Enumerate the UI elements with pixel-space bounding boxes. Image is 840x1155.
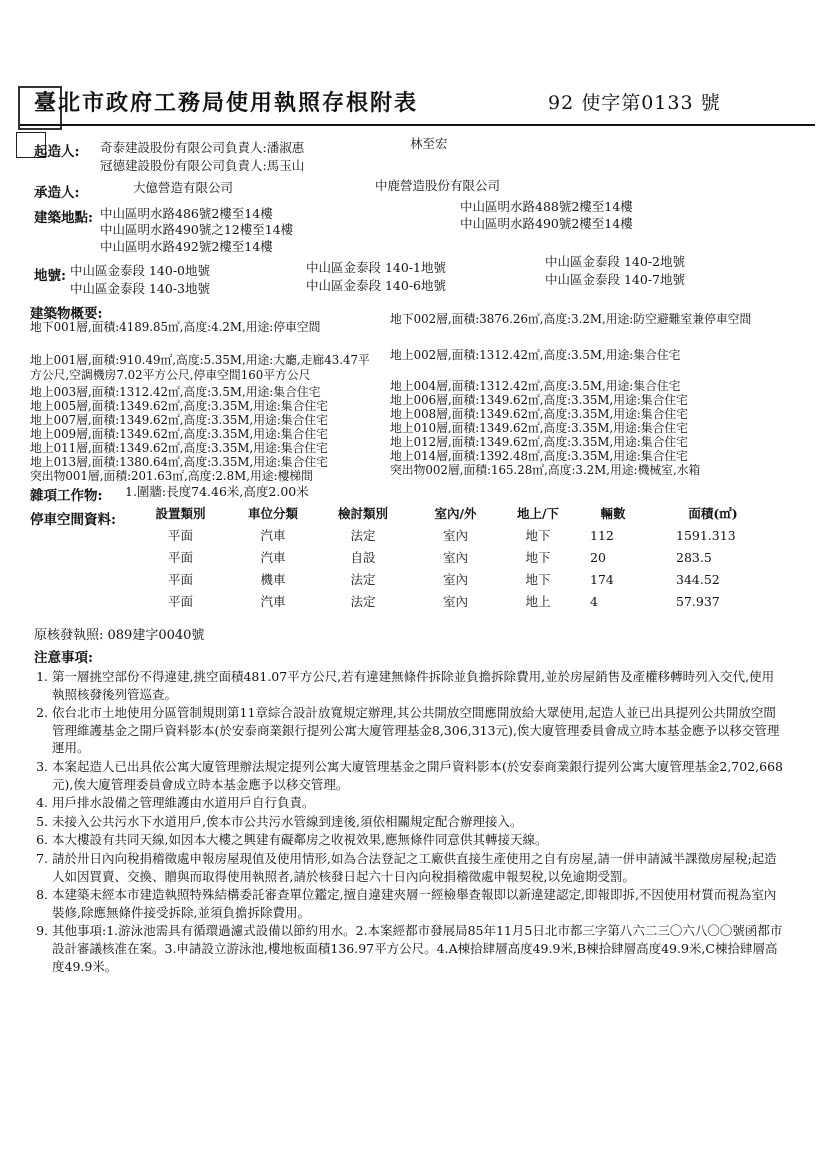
contractor-left: 大億營造有限公司 bbox=[133, 180, 234, 195]
floor-right: 地上012層,面積:1349.62㎡,高度:3.35M,用途:集合住宅 bbox=[390, 435, 688, 449]
site-address: 中山區明水路488號2樓至14樓 bbox=[460, 199, 633, 214]
table-cell: 平面 bbox=[167, 572, 193, 587]
table-cell: 室內 bbox=[442, 572, 468, 587]
table-cell: 地上 bbox=[525, 594, 551, 609]
land-number: 中山區金泰段 140-2地號 bbox=[545, 254, 686, 269]
parking-table bbox=[128, 502, 778, 612]
floor-right: 地上014層,面積:1392.48㎡,高度:3.35M,用途:集合住宅 bbox=[390, 449, 688, 463]
table-row bbox=[128, 568, 778, 590]
misc-label: 雜項工作物: bbox=[30, 488, 103, 504]
parking-header: 設置類別 bbox=[155, 506, 206, 521]
parking-header: 檢討類別 bbox=[337, 506, 388, 521]
table-cell: 57.937 bbox=[676, 593, 720, 609]
note-item: 8. 本建築未經本市建造執照特殊結構委託審查單位鑑定,擅自違建夾層一經檢舉查報即以新違建認定,即報即拆,不因使用材質而視為室內裝修,除應無條件接受拆除,並須負擔拆除費用。 bbox=[52, 886, 785, 921]
parking-header: 輛數 bbox=[600, 506, 626, 521]
note-item: 7. 請於卅日內向稅捐稽徵處申報房屋現值及使用情形,如為合法登記之工廠供直接生產使用之自有房屋,請一併申請減半課徵房屋稅;起造人如因買賣、交換、贈與而取得使用執照者,請於核發日起六十日內向稅捐稽徵處申報契稅,以免逾期受罰。 bbox=[52, 850, 785, 885]
land-number: 中山區金泰段 140-1地號 bbox=[306, 260, 447, 275]
builder-line: 奇泰建設股份有限公司負責人:潘淑惠 bbox=[100, 140, 305, 155]
table-cell: 自設 bbox=[350, 550, 376, 565]
floor-g1: 方公尺,空調機房7.02平方公尺,停車空間160平方公尺 bbox=[30, 368, 311, 382]
floor-left: 地上003層,面積:1312.42㎡,高度:3.5M,用途:集合住宅 bbox=[30, 385, 321, 399]
parking-header: 面積(㎡) bbox=[688, 506, 738, 521]
floor-left: 地上013層,面積:1380.64㎡,高度:3.35M,用途:集合住宅 bbox=[30, 455, 328, 469]
table-cell: 汽車 bbox=[260, 594, 286, 609]
parking-header: 車位分類 bbox=[247, 506, 298, 521]
land-label: 地號: bbox=[34, 268, 66, 284]
floor-b2: 地下002層,面積:3876.26㎡,高度:3.2M,用途:防空避難室兼停車空間 bbox=[390, 312, 752, 326]
builder-line: 冠德建設股份有限公司負責人:馬玉山 bbox=[100, 158, 305, 173]
table-cell: 法定 bbox=[350, 528, 376, 543]
table-cell: 汽車 bbox=[260, 528, 286, 543]
parking-header: 室內/外 bbox=[434, 506, 477, 521]
table-cell: 平面 bbox=[167, 550, 193, 565]
note-item: 6. 本大樓設有共同天線,如因本大樓之興建有礙鄰房之收視效果,應無條件同意供其轉接天線。 bbox=[52, 831, 785, 849]
contractor-label: 承造人: bbox=[34, 185, 80, 201]
table-cell: 地下 bbox=[525, 572, 551, 587]
notes-label: 注意事項: bbox=[34, 650, 93, 666]
site-address: 中山區明水路490號2樓至14樓 bbox=[460, 216, 633, 231]
floor-left: 地上009層,面積:1349.62㎡,高度:3.35M,用途:集合住宅 bbox=[30, 427, 328, 441]
contractor-right: 中鹿營造股份有限公司 bbox=[375, 178, 501, 193]
land-number: 中山區金泰段 140-0地號 bbox=[70, 263, 211, 278]
original-permit: 原核發執照: 089建字0040號 bbox=[34, 628, 205, 643]
floor-left: 地上007層,面積:1349.62㎡,高度:3.35M,用途:集合住宅 bbox=[30, 413, 328, 427]
parking-header: 地上/下 bbox=[516, 506, 560, 521]
misc-value: 1.圍牆:長度74.46米,高度2.00米 bbox=[125, 484, 309, 499]
table-cell: 20 bbox=[590, 549, 606, 565]
table-cell: 室內 bbox=[442, 528, 468, 543]
floor-right: 地上004層,面積:1312.42㎡,高度:3.5M,用途:集合住宅 bbox=[390, 379, 681, 393]
header-rule bbox=[20, 124, 815, 126]
floor-right: 地上008層,面積:1349.62㎡,高度:3.35M,用途:集合住宅 bbox=[390, 407, 688, 421]
land-number: 中山區金泰段 140-3地號 bbox=[70, 281, 211, 296]
note-item: 3. 本案起造人已出具依公寓大廈管理辦法規定提列公寓大廈管理基金之開戶資料影本(於安泰商業銀行提列公寓大廈管理基金2,702,668元),俟大廈管理委員會成立時本基金應予以移交管理。 bbox=[52, 758, 785, 793]
document-number: 92 使字第0133 號 bbox=[548, 92, 721, 114]
table-cell: 4 bbox=[590, 593, 598, 609]
floor-left: 地上011層,面積:1349.62㎡,高度:3.35M,用途:集合住宅 bbox=[30, 441, 328, 455]
table-cell: 283.5 bbox=[676, 549, 712, 565]
parking-label: 停車空間資料: bbox=[30, 512, 116, 528]
overview-label: 建築物概要: bbox=[30, 306, 103, 322]
table-cell: 汽車 bbox=[260, 550, 286, 565]
table-cell: 室內 bbox=[442, 594, 468, 609]
note-item: 5. 未接入公共污水下水道用戶,俟本市公共污水管線到達後,須依相關規定配合辦理接入。 bbox=[52, 813, 785, 831]
table-cell: 平面 bbox=[167, 594, 193, 609]
site-address: 中山區明水路492號2樓至14樓 bbox=[100, 239, 273, 254]
floor-g1: 地上001層,面積:910.49㎡,高度:5.35M,用途:大廳,走廊43.47平 bbox=[30, 353, 370, 367]
notes-list bbox=[40, 668, 785, 976]
note-item: 2. 依台北市土地使用分區管制規則第11章綜合設計放寬規定辦理,其公共開放空間應開放給大眾使用,起造人並已出具提列公共開放空間管理維護基金之開戶資料影本(於安泰商業銀行提列公寓大廈管理基金8,306,313元),俟大廈管理委員會成立時本基金應予以移交管理運用。 bbox=[52, 704, 785, 757]
floor-g2: 地上002層,面積:1312.42㎡,高度:3.5M,用途:集合住宅 bbox=[390, 348, 681, 362]
floor-right: 地上006層,面積:1349.62㎡,高度:3.35M,用途:集合住宅 bbox=[390, 393, 688, 407]
table-row bbox=[128, 524, 778, 546]
table-cell: 344.52 bbox=[676, 571, 720, 587]
note-item: 9. 其他事項:1.游泳池需具有循環過濾式設備以節約用水。2.本案經都市發展局85年11月5日北市都三字第八六二三〇六八〇〇號函都市設計審議核准在案。3.申請設立游泳池,樓地板面積136.97平方公尺。4.A棟拾肆層高度49.9米,B棟拾肆層高度49.9米,C棟拾肆層高度49.9米。 bbox=[52, 922, 785, 975]
table-cell: 地下 bbox=[525, 550, 551, 565]
table-cell: 174 bbox=[590, 571, 614, 587]
floor-right: 地上010層,面積:1349.62㎡,高度:3.35M,用途:集合住宅 bbox=[390, 421, 688, 435]
site-label: 建築地點: bbox=[34, 210, 93, 226]
builder-label: 起造人: bbox=[34, 144, 80, 160]
table-cell: 112 bbox=[590, 527, 614, 543]
note-item: 1. 第一層挑空部份不得違建,挑空面積481.07平方公尺,若有違建無條件拆除並負擔拆除費用,並於房屋銷售及產權移轉時列入交代,使用執照核發後列管巡查。 bbox=[52, 668, 785, 703]
table-cell: 1591.313 bbox=[676, 527, 736, 543]
note-item: 4. 用戶排水設備之管理維護由水道用戶自行負責。 bbox=[52, 794, 785, 812]
page-title: 臺北市政府工務局使用執照存根附表 bbox=[34, 90, 419, 116]
floor-left: 地上005層,面積:1349.62㎡,高度:3.35M,用途:集合住宅 bbox=[30, 399, 328, 413]
land-number: 中山區金泰段 140-6地號 bbox=[306, 278, 447, 293]
table-cell: 法定 bbox=[350, 594, 376, 609]
table-cell: 平面 bbox=[167, 528, 193, 543]
site-address: 中山區明水路490號之12樓至14樓 bbox=[100, 222, 294, 237]
table-cell: 室內 bbox=[442, 550, 468, 565]
table-cell: 機車 bbox=[260, 572, 286, 587]
table-cell: 法定 bbox=[350, 572, 376, 587]
floor-left: 突出物001層,面積:201.63㎡,高度:2.8M,用途:樓梯間 bbox=[30, 469, 313, 483]
floor-right: 突出物002層,面積:165.28㎡,高度:3.2M,用途:機械室,水箱 bbox=[390, 463, 701, 477]
floor-b1: 地下001層,面積:4189.85㎡,高度:4.2M,用途:停車空間 bbox=[30, 320, 321, 334]
site-address: 中山區明水路486號2樓至14樓 bbox=[100, 206, 273, 221]
land-number: 中山區金泰段 140-7地號 bbox=[545, 272, 686, 287]
parking-header-row bbox=[128, 502, 778, 524]
builder-extra: 林至宏 bbox=[410, 136, 448, 151]
table-row bbox=[128, 546, 778, 568]
table-cell: 地下 bbox=[525, 528, 551, 543]
table-row bbox=[128, 590, 778, 612]
